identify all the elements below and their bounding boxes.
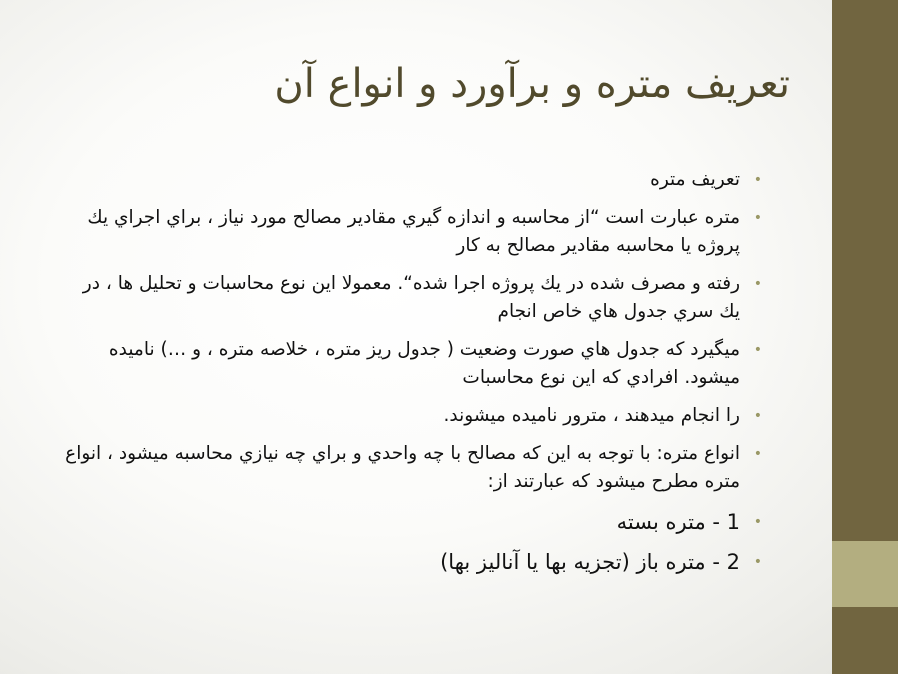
bullet-item bbox=[62, 204, 762, 260]
bullet-dot-icon: • bbox=[753, 210, 762, 226]
bullet-text: متره عبارت است “از محاسبه و اندازه گيري مقادير مصالح مورد نياز ، براي اجراي يك پروژه يا محاسبه مقادير مصالح به كار bbox=[87, 207, 740, 256]
bullet-text: ميگيرد كه جدول هاي صورت وضعيت ( جدول ريز متره ، خلاصه متره ، و …) ناميده ميشود. افرادي كه اين نوع محاسبات bbox=[108, 339, 740, 388]
bullet-item bbox=[62, 506, 762, 538]
sidebar-dark-bottom bbox=[832, 607, 898, 674]
bullet-text: تعريف متره bbox=[650, 169, 740, 190]
sidebar-dark-top bbox=[832, 0, 898, 541]
bullet-dot-icon: • bbox=[753, 446, 762, 462]
bullet-text: انواع متره: با توجه به اين كه مصالح با چه واحدي و براي چه نيازي محاسبه ميشود ، انواع متره مطرح ميشود كه عبارتند از: bbox=[65, 443, 740, 492]
bullet-item bbox=[62, 402, 762, 430]
bullet-dot-icon: • bbox=[753, 408, 762, 424]
bullet-text: 1 - متره بسته bbox=[616, 510, 740, 534]
bullet-item bbox=[62, 546, 762, 578]
sidebar-light-accent bbox=[832, 541, 898, 607]
bullet-item bbox=[62, 336, 762, 392]
bullet-dot-icon: • bbox=[753, 514, 762, 530]
bullet-dot-icon: • bbox=[753, 276, 762, 292]
decorative-sidebar bbox=[832, 0, 898, 674]
bullet-item bbox=[62, 270, 762, 326]
bullet-list bbox=[62, 166, 762, 586]
bullet-text: را انجام ميدهند ، مترور ناميده ميشوند. bbox=[443, 405, 740, 426]
bullet-dot-icon: • bbox=[753, 554, 762, 570]
bullet-text: رفته و مصرف شده در يك پروژه اجرا شده“. معمولا اين نوع محاسبات و تحليل ها ، در يك سري جدول هاي خاص انجام bbox=[82, 273, 740, 322]
bullet-item bbox=[62, 166, 762, 194]
bullet-text: 2 - متره باز (تجزيه بها يا آناليز بها) bbox=[440, 550, 740, 574]
slide-title: تعريف متره و برآورد و انواع آن bbox=[274, 61, 790, 107]
bullet-item bbox=[62, 440, 762, 496]
bullet-dot-icon: • bbox=[753, 172, 762, 188]
bullet-dot-icon: • bbox=[753, 342, 762, 358]
